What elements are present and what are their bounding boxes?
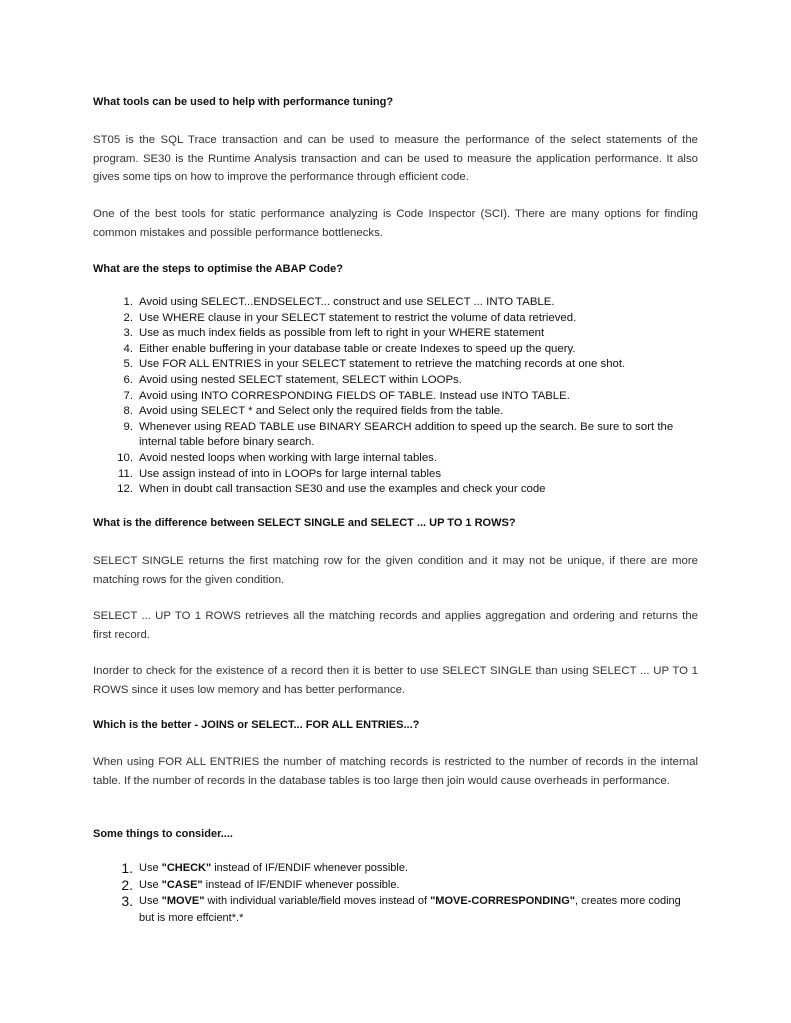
- paragraph-up-to-1-rows: SELECT ... UP TO 1 ROWS retrieves all the matching records and applies aggregation and ordering and returns the first record.: [93, 610, 698, 641]
- list-item: 1. Use "CHECK" instead of IF/ENDIF whenever possible.: [121, 860, 409, 876]
- heading-optimise-steps: What are the steps to optimise the ABAP Code?: [93, 263, 343, 275]
- heading-things-to-consider: Some things to consider....: [93, 828, 233, 840]
- heading-tools: What tools can be used to help with performance tuning?: [93, 96, 394, 108]
- tips-list: [93, 860, 698, 926]
- list-item: 2. Use "CASE" instead of IF/ENDIF whenever possible.: [121, 876, 400, 893]
- paragraph-existence-check: Inorder to check for the existence of a record then it is better to use SELECT SINGLE than using SELECT ... UP TO 1 ROWS since it uses low memory and has better performance.: [93, 665, 698, 696]
- heading-select-single: What is the difference between SELECT SINGLE and SELECT ... UP TO 1 ROWS?: [93, 517, 516, 529]
- list-item: 9. Whenever using READ TABLE use BINARY SEARCH addition to speed up the search. Be sure to sort the internal table before binary search.: [123, 420, 674, 449]
- list-item: 5. Use FOR ALL ENTRIES in your SELECT statement to retrieve the matching records at one shot.: [123, 358, 626, 371]
- list-item: 8. Avoid using SELECT * and Select only the required fields from the table.: [123, 405, 504, 418]
- paragraph-code-inspector: One of the best tools for static performance analyzing is Code Inspector (SCI). There are many options for finding common mistakes and possible performance bottlenecks.: [93, 208, 698, 239]
- steps-list: [93, 295, 698, 498]
- list-item: 7. Avoid using INTO CORRESPONDING FIELDS OF TABLE. Instead use INTO TABLE.: [123, 389, 570, 402]
- paragraph-for-all-entries: When using FOR ALL ENTRIES the number of matching records is restricted to the number of records in the internal table. If the number of records in the database tables is too large then join would cause overheads in performance.: [93, 756, 698, 787]
- list-item: 11. Use assign instead of into in LOOPs for large internal tables: [118, 467, 442, 480]
- paragraph-select-single: SELECT SINGLE returns the first matching row for the given condition and it may not be unique, if there are more matching rows for the given condition.: [93, 555, 698, 586]
- paragraph-st05-se30: ST05 is the SQL Trace transaction and can be used to measure the performance of the select statements of the program. SE30 is the Runtime Analysis transaction and can be used to measure the application performance. It also gives some tips on how to improve the performance through efficient code.: [93, 134, 698, 183]
- list-item: 10. Avoid nested loops when working with large internal tables.: [117, 451, 438, 464]
- list-item: 3. Use as much index fields as possible from left to right in your WHERE statement: [123, 327, 545, 340]
- list-item: 3. Use "MOVE" with individual variable/field moves instead of "MOVE-CORRESPONDING", creates more coding but is more effcient*.*: [121, 893, 681, 924]
- list-item: 2. Use WHERE clause in your SELECT statement to restrict the volume of data retrieved.: [123, 311, 577, 324]
- list-item: 4. Either enable buffering in your database table or create Indexes to speed up the query.: [123, 342, 576, 355]
- heading-joins: Which is the better - JOINS or SELECT... FOR ALL ENTRIES...?: [93, 719, 420, 731]
- list-item: 12. When in doubt call transaction SE30 and use the examples and check your code: [117, 483, 546, 496]
- list-item: 1. Avoid using SELECT...ENDSELECT... construct and use SELECT ... INTO TABLE.: [123, 296, 555, 308]
- list-item: 6. Avoid using nested SELECT statement, SELECT within LOOPs.: [123, 373, 462, 386]
